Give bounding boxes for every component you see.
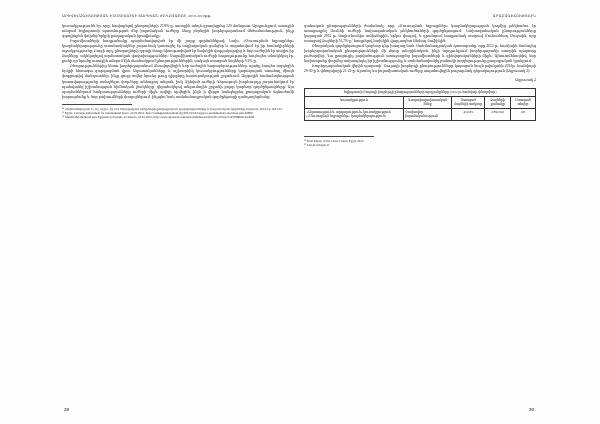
body-paragraph: զանազան ընտրությունների ժամանակ, որը «Մուսուլման եղբայրներ» կազմակերպության կողմից թեկնածու էր առաջադրել Սուննի ուժերի նախագահական թեկնածուների գործընթացում: Նախագահական ընտրությունները կայացան 2012 թ. մայիս-հունիս ամիսներին, երկու փուլով, և դրանցում հաղթանակ տարավ Մուհամմադ Մուրսին, որը ստացավ ձայների 51,7%-ը՝ հաղթելով նախկին վարչապետ Ահմադ Շաֆիկին: xyxy=(304,24,536,44)
body-paragraph: Խորհրդարանական վերին պալատի՝ Շուրայի խորհրդի ընտրությունները կայացան նույն թվականի 2012թ. հունվարի 29-30-ը և փետրվարի 21-22-ը: Այստեղ ևս իսլամիստական ուժերը ապահովեցին բացարձակ գերակայություն (Աղյուսակ 2): xyxy=(304,64,536,74)
right-page xyxy=(304,14,536,414)
party-cell: «Ազատություն և արդարություն» կուսակցություն («Մուսուլման եղբայրներ» կազմակերպություն) xyxy=(305,108,404,120)
percent-cell: 45.04% xyxy=(452,108,485,120)
body-paragraph: Ընտրություններից հետո խորհրդարանում ձևավորվեցին նոր ուժային հարաբերություններ, որոնք էապես ազդեցին երկրի հետագա զարգացման վրա: Ազատականները և աշխարհիկ կուսակցությունները կարողացան ստանալ միայն փոքրաթիվ մանդատներ, ինչը ցույց տվեց նրանց թույլ դիրքերը հասարակության շրջանում: Ազգային համաձայնության կառավարությունը ստեղծելու փորձերը անհաջող անցան, իսկ Զինված ուժերի Գերագույն խորհուրդը շարունակում էր պահպանել իշխանության հիմնական լծակները՝ վերահսկելով անցումային շրջանի բոլոր կարևոր գործընթացները: Այս պայմաններում հակասությունները ուժերի միջև ավելի սրվեցին, ինչն ի վերջո հանգեցրեց քաղաքական ճգնաժամի խորացմանը և նոր բախումների փողոցներում, ինչպես նաև սահմանադրական գործընթացի դանդաղեցմանը: xyxy=(62,64,294,99)
column-header: Ստացած ձայների տոկոսը xyxy=(452,96,485,108)
table-header-row xyxy=(305,96,536,108)
column-header: Գաղափարախոսական հենք xyxy=(403,96,452,108)
footnote: ¹⁹ Egypt: Carnegie endowment for international peace, 22.01.2012, http://carnegieendowment.org/2012/01/22/egypt-s-parliamentary-elections-pub-46800 xyxy=(62,110,253,115)
seats-cell: 105 xyxy=(510,108,535,120)
footnote: ¹⁸ Հովհաննիսյան Ն., նշ. աշխ., էջ 214: Արաբական երկրների քաղաքական զարգացումները և իսլամական գործոնը, Երևան, 2014, էջ 118-122: xyxy=(62,106,283,111)
left-page xyxy=(62,14,294,414)
column-header: Կուսակցություն xyxy=(305,96,404,108)
footnote: ²² Նույն տեղում: xyxy=(304,143,330,148)
running-header: ԱՐԵՎԵԼԱԳԻՏՈՒԹՅԱՆ ԻՆՍՏԻՏՈՒՏԻ ՏԱՐԵԿԱՆ ԺՈՂՈՎԱԾՈՒ, 2018-2019թթ. xyxy=(62,14,212,18)
footnote: ²⁰ Muslim Brotherhood tops Egyptian poll result, Al Jazeera, 22.01.2012, http://www.aljazeera.com/news/middleeast/2012/01/2012121125958602164.html xyxy=(62,115,255,120)
column-header: Ստացած տեղեր xyxy=(510,96,535,108)
footnote-divider xyxy=(304,136,374,137)
table-caption: Աղյուսակ 2 xyxy=(514,78,536,83)
body-paragraph: Ընտրական գործընթացում կարևոր դեր խաղաց նաև Սահմանադրական դատարանը, որը 2012 թ. հունիսին ճանաչեց խորհրդարանական ընտրությունների մի մասը անօրինական, ինչի արդյունքում խորհրդարանի ստորին պալատը լուծարվեց: Դա լրացուցիչ լարվածություն առաջացրեց իսլամիստների և զինվորականների միջև: Այնուամենայնիվ, նոր նախագահը փորձեց ամրապնդել իր իշխանությունը և սահմանափակել բանակի ազդեցությունը քաղաքական կյանքում: xyxy=(304,44,536,64)
election-results-table xyxy=(304,88,536,121)
column-header: Ձայների քանակը xyxy=(485,96,511,108)
votes-cell: 2 894 922 xyxy=(485,108,511,120)
table-title: Եգիպտոսի Շուրայի խորհրդի ընտրությունների արդյունքները (2012 թ. հունվար-փետրվար) xyxy=(305,88,536,96)
page-number: 28 xyxy=(64,406,70,412)
body-paragraph: Իսլամիստների հաղթանակը պայմանավորված էր մի շարք գործոններով: Նախ, «Մուսուլման եղբայրներ» կազմակերպությունը տասնամյակներ շարունակ կառուցել էր սոցիալական ցանցեր և ապահովում էր իր համակիրների աջակցությունը: Բացի այդ, ընտրողների զգալի մասը հիասթափված էր նախկին վարչակարգից և նոր ուժերին էր տալիս իր ձայները՝ ակնկալելով արմատական փոփոխություններ: Սալաֆիստական ուժերի հաջողությունը նույնպես անակնկալ էր, քանի որ նրանք առաջին անգամ էին մասնակցում ընտրություններին, սակայն ստացան ձայների 9,2%-ը. xyxy=(62,39,294,64)
footnote: ²¹ Final Report of the Carter Center, Egypt 2012. xyxy=(304,138,365,143)
table-row xyxy=(305,108,536,120)
body-paragraph: կուսակցությունն էր, որը, հավաքելով ընտրողների 27,8%-ը, առաջին տեղն զբաղեցրեց 120 մանդատ: Արդյունքում, առաջին անգամ Եգիպտոսի պատմության մեջ իսլամական ուժերը ձեռք բերեցին խորհրդարանում մեծամասնություն, ինչը զգալիորեն փոխեց երկրի քաղաքական իրավիճակը: xyxy=(62,24,294,39)
running-header: ԱՐԱԲԱԳԻՏՈՒԹՅՈՒՆ xyxy=(492,14,536,18)
ideology-cell: Չափավոր իսլամականություն xyxy=(403,108,452,120)
footnote-divider xyxy=(62,104,132,105)
page-number: 29 xyxy=(528,406,534,412)
